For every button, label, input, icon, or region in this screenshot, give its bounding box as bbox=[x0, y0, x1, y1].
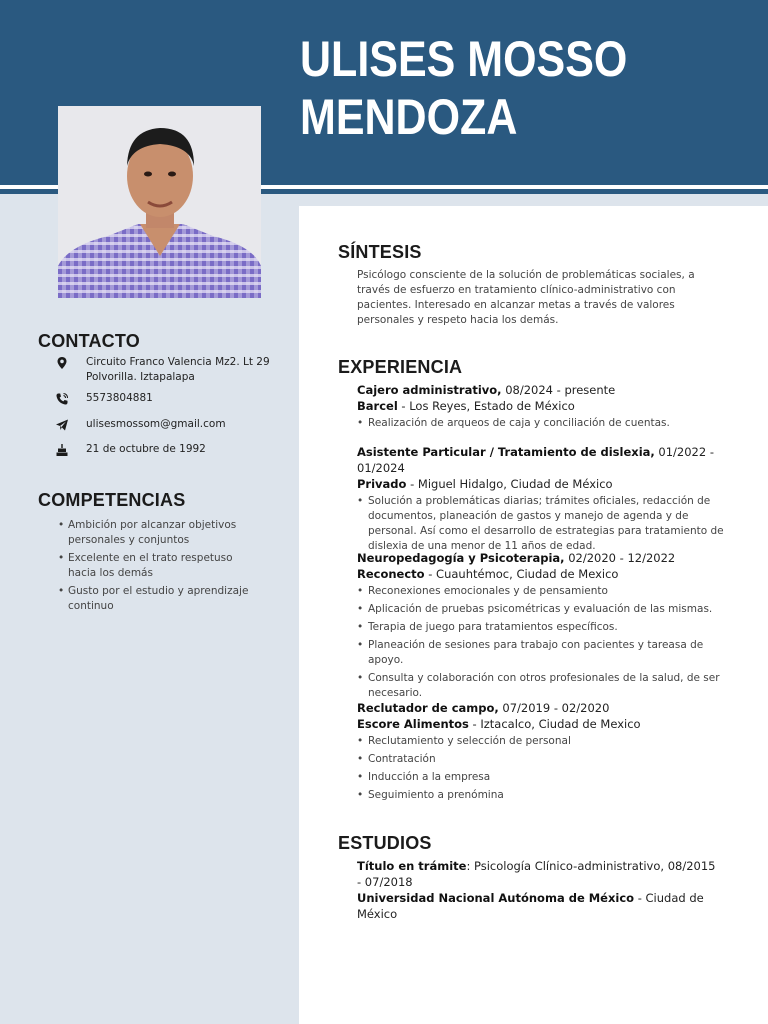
job-dates: 02/2020 - 12/2022 bbox=[564, 551, 676, 565]
school-name: Universidad Nacional Autónoma de México bbox=[357, 891, 635, 905]
profile-photo bbox=[58, 106, 261, 298]
job-dates: 07/2019 - 02/2020 bbox=[498, 701, 610, 715]
job-company: Privado bbox=[357, 477, 407, 491]
job-bullet: • Consulta y colaboración con otros profesionales de la salud, de ser necesario. bbox=[357, 671, 732, 701]
email-text: ulisesmossom@gmail.com bbox=[86, 418, 226, 430]
paper-plane-icon bbox=[55, 417, 77, 433]
job-bullet: • Terapia de juego para tratamientos específicos. bbox=[357, 620, 732, 635]
top-strip bbox=[299, 194, 768, 206]
location-pin-icon bbox=[55, 355, 77, 371]
job-location: - Miguel Hidalgo, Ciudad de México bbox=[406, 477, 613, 491]
phone-icon bbox=[55, 391, 77, 407]
job-bullet: • Aplicación de pruebas psicométricas y evaluación de las mismas. bbox=[357, 602, 732, 617]
candidate-name bbox=[300, 30, 678, 146]
address-text: Circuito Franco Valencia Mz2. Lt 29 Polvorilla. Iztapalapa bbox=[86, 356, 270, 383]
job-bullet: • Contratación bbox=[357, 752, 732, 767]
birthday-cake-icon bbox=[55, 442, 77, 458]
summary-heading: SÍNTESIS bbox=[338, 242, 422, 262]
job-entry bbox=[357, 444, 732, 557]
job-role: Neuropedagogía y Psicoterapia, bbox=[357, 551, 565, 565]
contact-address bbox=[55, 355, 275, 385]
skill-item: • Gusto por el estudio y aprendizaje continuo bbox=[58, 584, 263, 614]
experience-heading: EXPERIENCIA bbox=[338, 357, 463, 377]
job-entry bbox=[357, 550, 732, 704]
skill-item: • Excelente en el trato respetuso hacia los demás bbox=[58, 551, 263, 581]
school-location: - Ciudad de México bbox=[357, 891, 704, 921]
skills-list bbox=[58, 518, 263, 617]
skill-item: • Ambición por alcanzar objetivos personales y conjuntos bbox=[58, 518, 263, 548]
job-role: Asistente Particular / Tratamiento de dislexia, bbox=[357, 445, 655, 459]
job-role: Reclutador de campo, bbox=[357, 701, 499, 715]
job-company: Escore Alimentos bbox=[357, 717, 469, 731]
job-location: - Cuauhtémoc, Ciudad de Mexico bbox=[424, 567, 619, 581]
degree-label: Título en trámite bbox=[357, 859, 467, 873]
job-bullet: • Solución a problemáticas diarias; trámites oficiales, redacción de documentos, planeación de gastos y manejo de agenda y de personal. Así como el desarrollo de estrategias para tratamiento de dislexia de una menor de 11 años de edad. bbox=[357, 494, 732, 554]
phone-text: 5573804881 bbox=[86, 392, 153, 404]
contact-phone bbox=[55, 391, 275, 407]
job-bullet: • Reclutamiento y selección de personal bbox=[357, 734, 732, 749]
job-location: - Iztacalco, Ciudad de Mexico bbox=[468, 717, 641, 731]
job-bullet: • Realización de arqueos de caja y conciliación de cuentas. bbox=[357, 416, 732, 431]
job-entry bbox=[357, 700, 732, 806]
contact-list bbox=[55, 355, 275, 458]
job-dates: 08/2024 - presente bbox=[501, 383, 616, 397]
degree-text: : Psicología Clínico-administrativo, 08/2015 - 07/2018 bbox=[357, 859, 716, 889]
contact-heading: CONTACTO bbox=[38, 331, 140, 351]
summary-text: Psicólogo consciente de la solución de problemáticas sociales, a través de esfuerzo en tratamiento clínico-administrativo con pacientes. Interesado en alcanzar metas a través de valores personales y respeto hacia los demás. bbox=[357, 269, 695, 326]
name-line-2: MENDOZA bbox=[300, 89, 518, 145]
education-entry bbox=[357, 858, 717, 922]
job-entry bbox=[357, 382, 732, 434]
job-bullet: • Planeación de sesiones para trabajo con pacientes y tareasa de apoyo. bbox=[357, 638, 732, 668]
job-role: Cajero administrativo, bbox=[357, 383, 502, 397]
job-location: - Los Reyes, Estado de México bbox=[397, 399, 575, 413]
birthday-text: 21 de octubre de 1992 bbox=[86, 443, 206, 455]
contact-email bbox=[55, 417, 275, 433]
job-bullet: • Reconexiones emocionales y de pensamiento bbox=[357, 584, 732, 599]
education-heading: ESTUDIOS bbox=[338, 833, 432, 853]
job-bullet: • Seguimiento a prenómina bbox=[357, 788, 732, 803]
name-line-1: ULISES MOSSO bbox=[300, 31, 628, 87]
job-dates: 01/2022 - 01/2024 bbox=[357, 445, 715, 475]
skills-heading: COMPETENCIAS bbox=[38, 490, 186, 510]
job-bullet: • Inducción a la empresa bbox=[357, 770, 732, 785]
job-company: Reconecto bbox=[357, 567, 425, 581]
contact-birthday bbox=[55, 442, 275, 458]
job-company: Barcel bbox=[357, 399, 398, 413]
